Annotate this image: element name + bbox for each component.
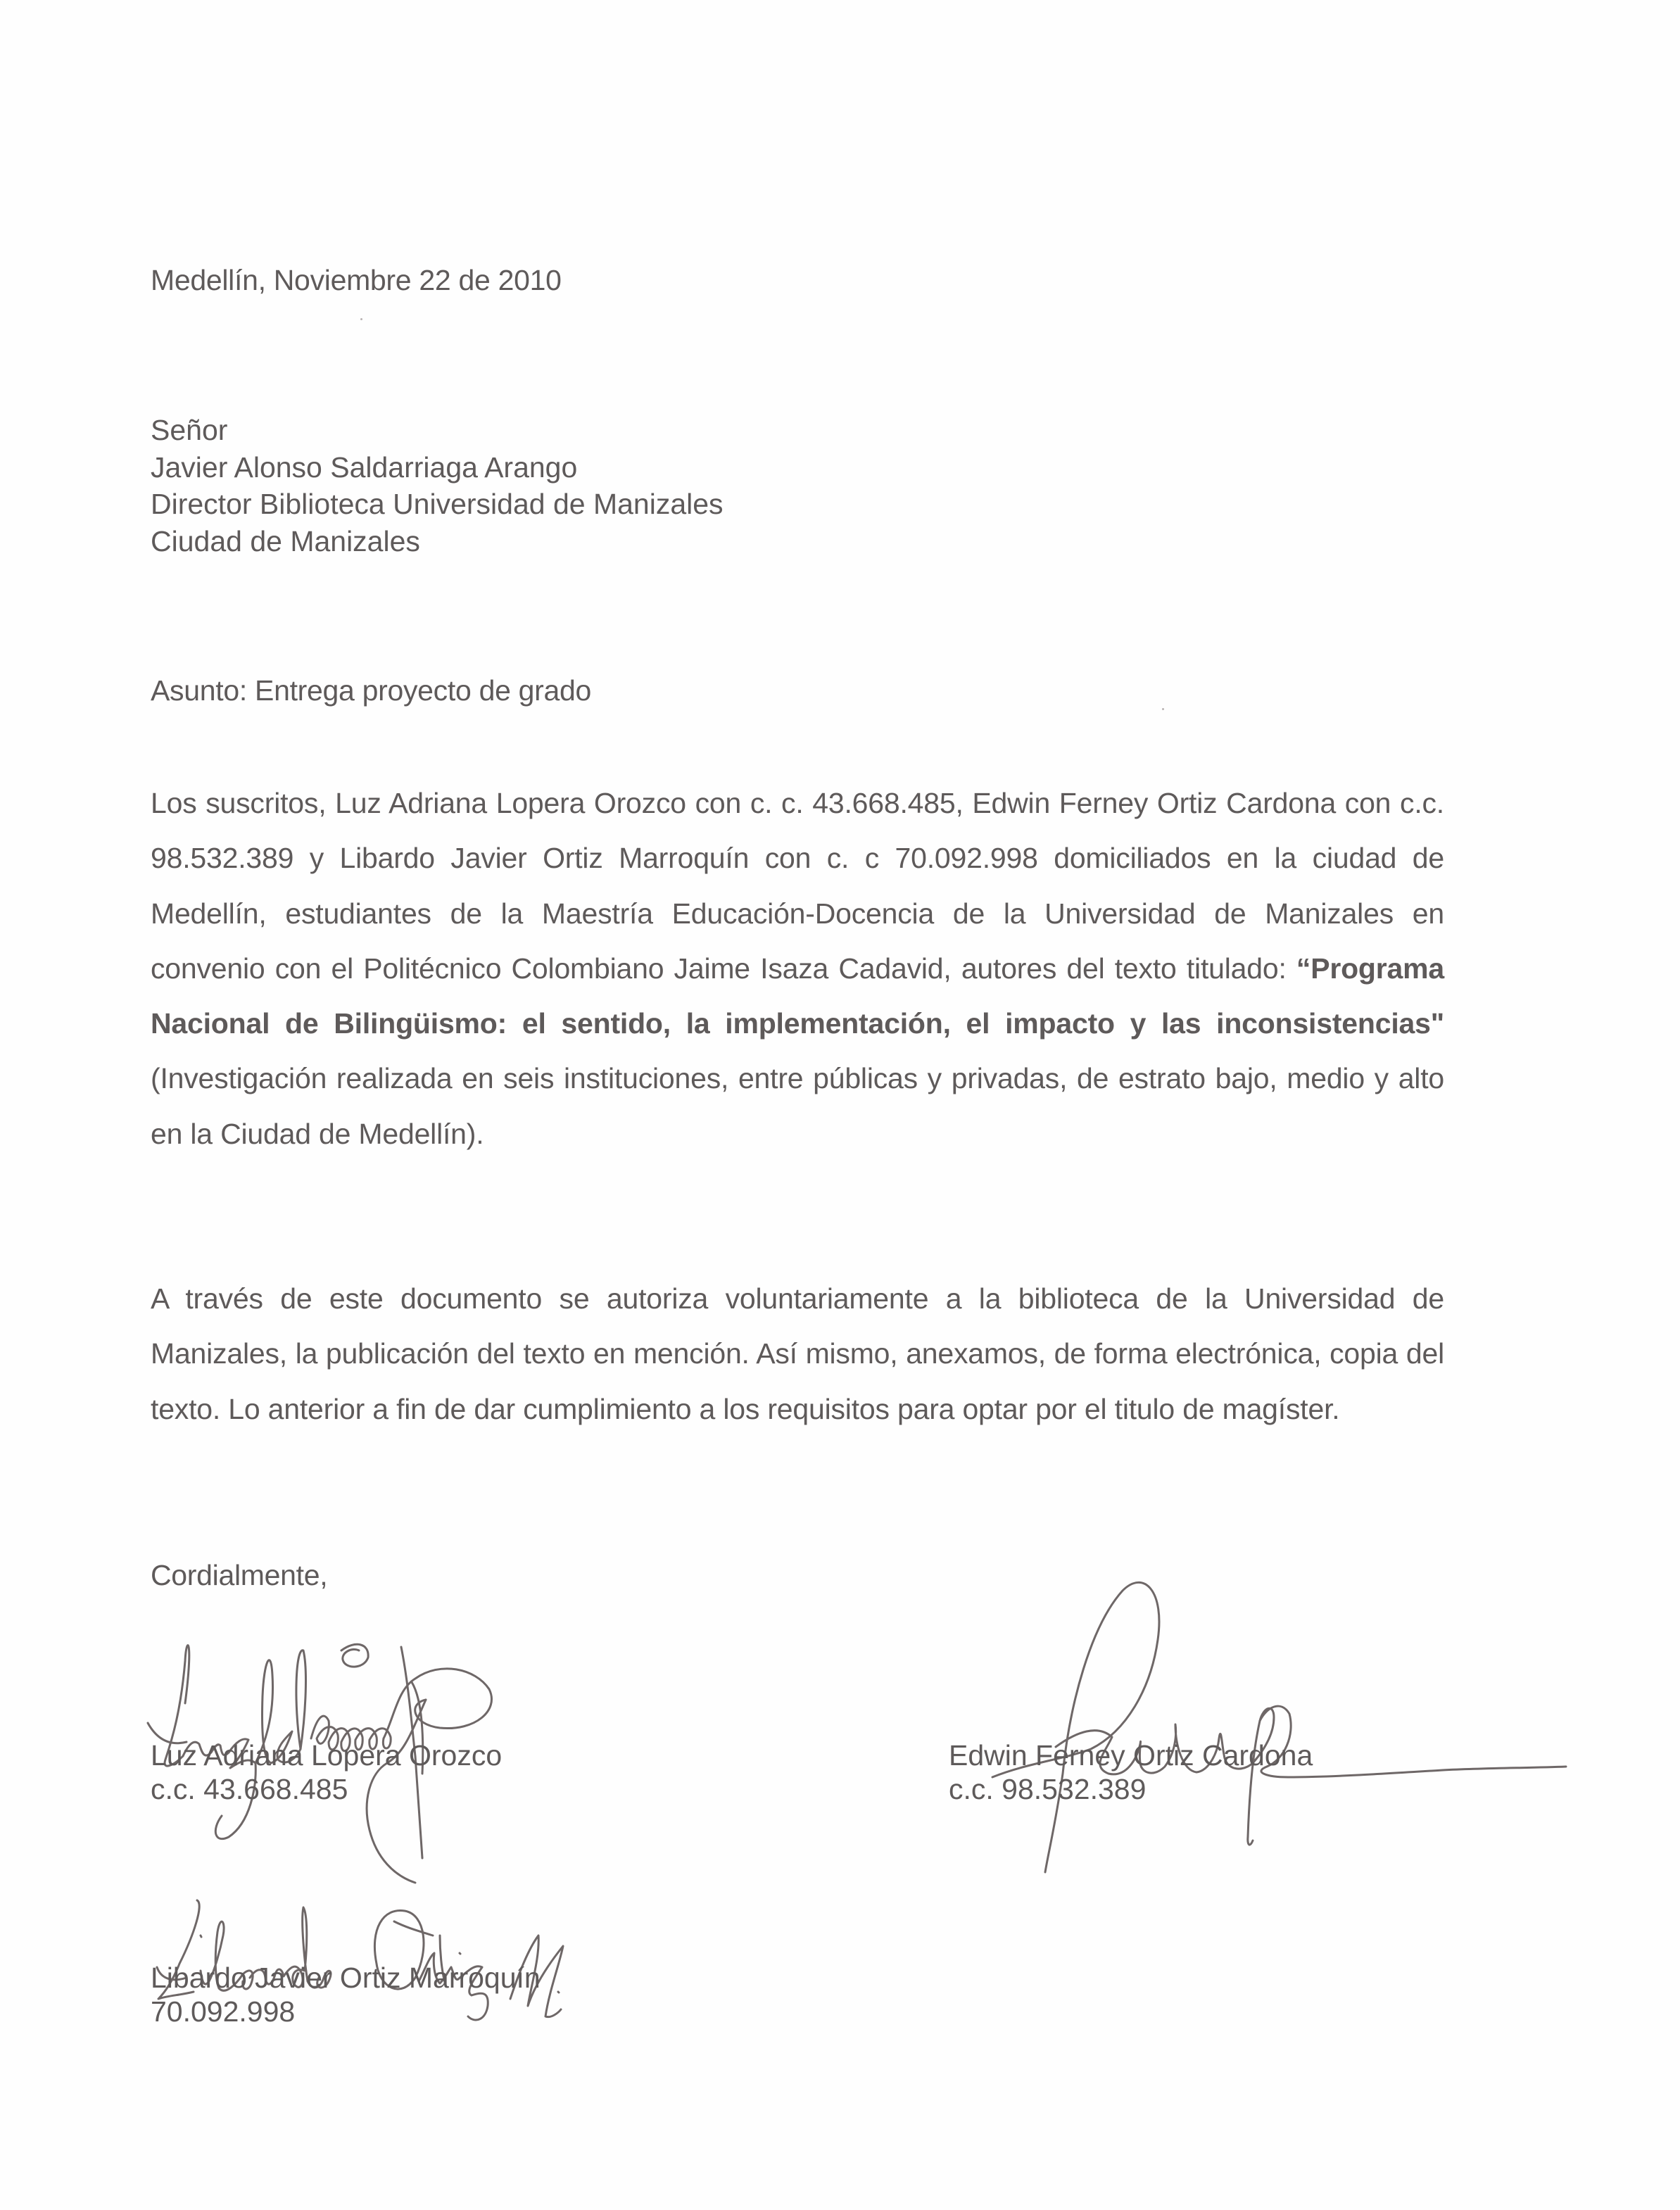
subject-line: Asunto: Entrega proyecto de grado	[151, 674, 592, 707]
signatory-libardo	[151, 1961, 541, 2028]
recipient-position: Director Biblioteca Universidad de Manizales	[151, 488, 724, 520]
body-paragraph-1	[151, 776, 1444, 1161]
body-paragraph-2: A través de este documento se autoriza voluntariamente a la biblioteca de la Universidad de Manizales, la publicación del texto en mención. Así mismo, anexamos, de forma electrónica, copia del texto. Lo anterior a fin de dar cumplimiento a los requisitos para optar por el titulo de magíster.	[151, 1282, 1444, 1425]
recipient-salutation: Señor	[151, 414, 228, 446]
recipient-city: Ciudad de Manizales	[151, 524, 420, 557]
signatory-name: Libardo Javier Ortiz Marroquín	[151, 1962, 541, 1994]
signatory-id: c.c. 43.668.485	[151, 1773, 348, 1805]
closing: Cordialmente,	[151, 1559, 328, 1591]
signatory-id: c.c. 98.532.389	[949, 1773, 1147, 1805]
recipient-name: Javier Alonso Saldarriaga Arango	[151, 450, 578, 484]
signatory-id: 70.092.998	[151, 1995, 296, 2028]
paragraph-1-outro: (Investigación realizada en seis instituciones, entre públicas y privadas, de estrato bajo, medio y alto en la Ciudad de Medellín).	[151, 1062, 1444, 1150]
scan-speck	[1162, 708, 1164, 710]
signatory-edwin	[949, 1738, 1313, 1806]
place-date: Medellín, Noviembre 22 de 2010	[151, 264, 562, 296]
paragraph-1-intro: Los suscritos, Luz Adriana Lopera Orozco con c. c. 43.668.485, Edwin Ferney Ortiz Cardona con c.c. 98.532.389 y Libardo Javier Ortiz Marroquín con c. c 70.092.998 domiciliados en la ciudad de Medellín, estudiantes de la Maestría Educación-Docencia de la Universidad de Manizales en convenio con el Politécnico Colombiano Jaime Isaza Cadavid, autores del texto titulado:	[151, 787, 1444, 985]
recipient-block	[151, 412, 724, 560]
signatory-name: Luz Adriana Lopera Orozco	[151, 1739, 503, 1772]
signature-edwin	[964, 1562, 1584, 1879]
scan-speck	[360, 318, 362, 320]
thesis-title: “Programa Nacional de Bilingüismo: el sentido, la implementación, el impacto y las inconsistencias"	[151, 952, 1444, 1040]
signatory-luz	[151, 1738, 502, 1806]
signatory-name: Edwin Ferney Ortiz Cardona	[949, 1739, 1313, 1772]
